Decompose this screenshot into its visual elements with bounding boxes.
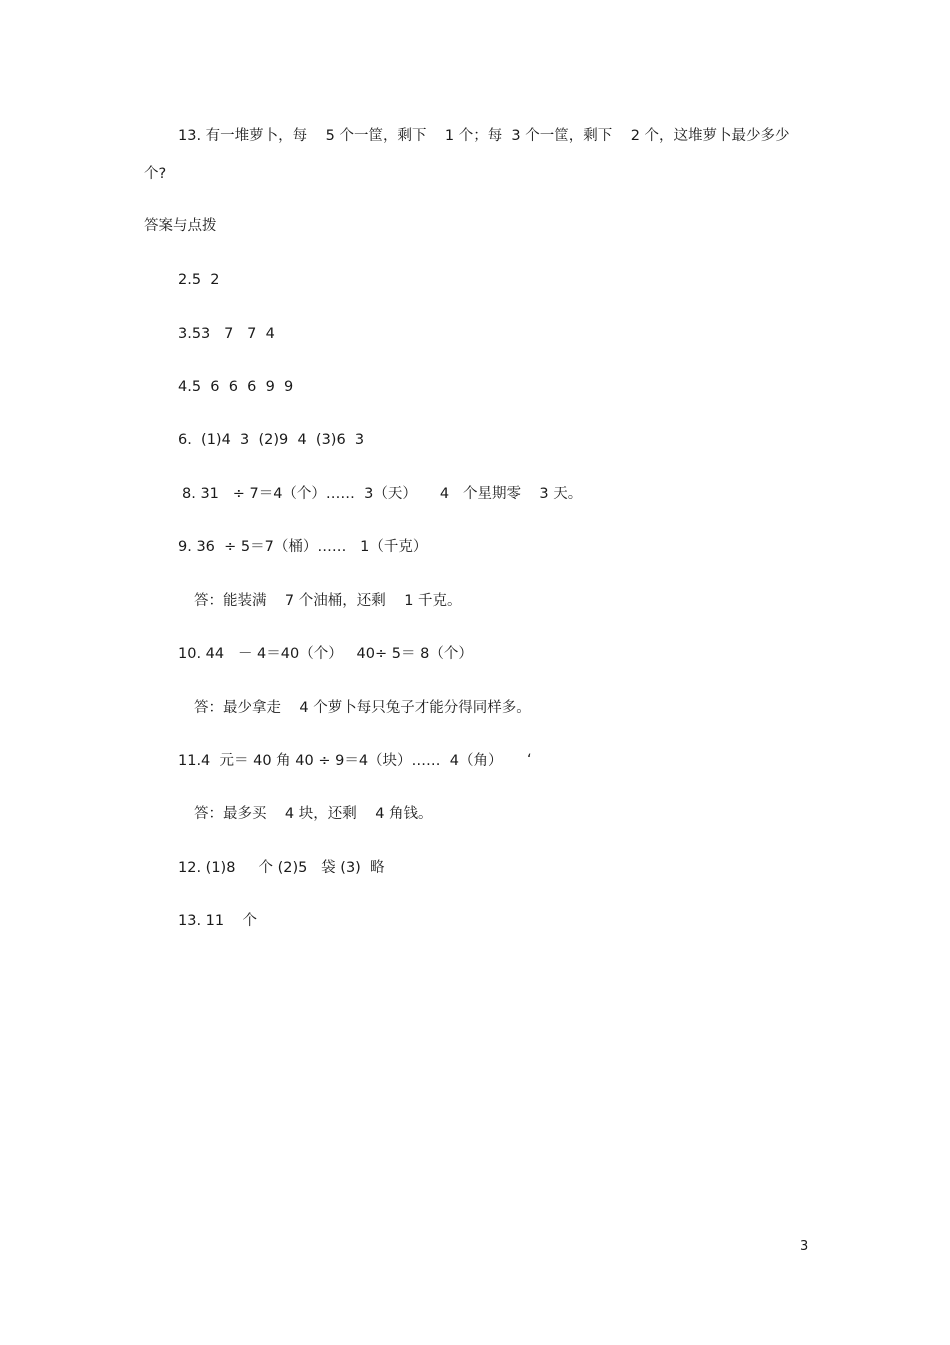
- answer-9-reply: 答：能装满 7 个油桶，还剩 1 千克。: [194, 593, 462, 609]
- answer-10: 10. 44 － 4＝40（个） 40÷ 5＝ 8（个）: [178, 646, 473, 662]
- answer-2: 2.5 2: [178, 272, 220, 288]
- stray-mark: ‘: [527, 752, 532, 768]
- question-13-line-2: 个?: [144, 166, 167, 182]
- answer-10-reply: 答：最少拿走 4 个萝卜每只兔子才能分得同样多。: [194, 700, 531, 716]
- section-title: 答案与点拨: [144, 218, 217, 234]
- answer-3: 3.53 7 7 4: [178, 326, 275, 342]
- answer-13: 13. 11 个: [178, 913, 258, 929]
- answer-8: 8. 31 ÷ 7＝4（个）…… 3（天） 4 个星期零 3 天。: [182, 486, 583, 502]
- page-number: 3: [800, 1239, 809, 1254]
- answer-4: 4.5 6 6 6 9 9: [178, 379, 294, 395]
- answer-11-reply: 答：最多买 4 块，还剩 4 角钱。: [194, 806, 433, 822]
- question-13-line-1: 13. 有一堆萝卜，每 5 个一筐，剩下 1 个；每 3 个一筐，剩下 2 个，这堆萝卜最少多少: [178, 128, 790, 144]
- answer-6: 6. (1)4 3 (2)9 4 (3)6 3: [178, 432, 365, 448]
- answer-9: 9. 36 ÷ 5＝7（桶）…… 1（千克）: [178, 539, 428, 555]
- answer-11: 11.4 元＝ 40 角 40 ÷ 9＝4（块）…… 4（角）: [178, 753, 503, 769]
- answer-12: 12. (1)8 个 (2)5 袋 (3) 略: [178, 860, 385, 876]
